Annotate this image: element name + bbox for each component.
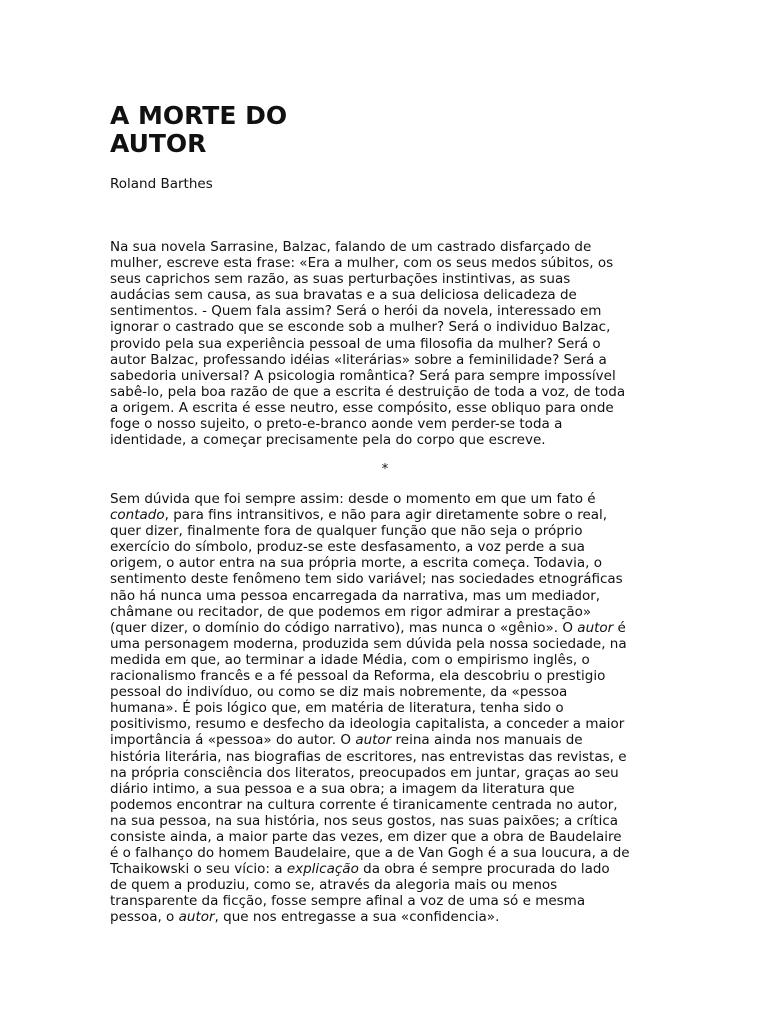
paragraph-line: seus caprichos sem razão, as suas perturbações instintivas, as suas xyxy=(110,271,571,288)
paragraph-line: sentimento deste fenômeno tem sido variável; nas sociedades etnográficas xyxy=(110,571,623,588)
paragraph-line: sabedoria universal? A psicologia romântica? Será para sempre impossível xyxy=(110,367,616,384)
paragraph-line: a origem. A escrita é esse neutro, esse compósito, esse obliquo para onde xyxy=(110,399,614,416)
paragraph-line: ignorar o castrado que se esconde sob a mulher? Será o individuo Balzac, xyxy=(110,319,611,336)
paragraph-line: de quem a produziu, como se, através da alegoria mais ou menos xyxy=(110,877,558,894)
paragraph-line: Tchaikowski o seu vício: a explicação da obra é sempre procurada do lado xyxy=(110,861,610,878)
title-line: A MORTE DO xyxy=(110,101,288,130)
paragraph-line: identidade, a começar precisamente pela do corpo que escreve. xyxy=(110,432,546,449)
paragraph-line: uma personagem moderna, produzida sem dúvida pela nossa sociedade, na xyxy=(110,635,627,652)
paragraph-line: na sua pessoa, na sua história, nos seus gostos, nas suas paixões; a crítica xyxy=(110,812,619,829)
paragraph-line: contado, para fins intransitivos, e não para agir diretamente sobre o real, xyxy=(110,507,608,524)
paragraph-line: pessoa, o autor, que nos entregasse a sua «confidencia». xyxy=(110,909,500,926)
paragraph-line: diário intimo, a sua pessoa e a sua obra; a imagem da literatura que xyxy=(110,780,575,797)
paragraph-line: não há nunca uma pessoa encarregada da narrativa, mas um mediador, xyxy=(110,587,601,604)
paragraph-1 xyxy=(110,239,660,448)
paragraph-line: importância á «pessoa» do autor. O autor reina ainda nos manuais de xyxy=(110,732,583,749)
paragraph-line: transparente da ficção, fosse sempre afinal a voz de uma só e mesma xyxy=(110,893,586,910)
paragraph-line: humana». É pois lógico que, em matéria de literatura, tenha sido o xyxy=(110,700,564,717)
paragraph-2 xyxy=(110,491,660,926)
paragraph-line: pessoal do indivíduo, ou como se diz mais nobremente, da «pessoa xyxy=(110,684,568,701)
paragraph-line: exercício do símbolo, produz-se este desfasamento, a voz perde a sua xyxy=(110,539,585,556)
paragraph-line: provido pela sua experiência pessoal de uma filosofia da mulher? Será o xyxy=(110,335,601,352)
paragraph-line: audácias sem causa, as sua bravatas e a sua deliciosa delicadeza de xyxy=(110,287,577,304)
title-line: AUTOR xyxy=(110,129,207,158)
paragraph-line: história literária, nas biografias de escritores, nas entrevistas das revistas, e xyxy=(110,748,627,765)
paragraph-line: sentimentos. - Quem fala assim? Será o herói da novela, interessado em xyxy=(110,303,602,320)
document-title xyxy=(110,102,650,158)
paragraph-line: consiste ainda, a maior parte das vezes, em dizer que a obra de Baudelaire xyxy=(110,828,622,845)
paragraph-line: (quer dizer, o domínio do código narrativo), mas nunca o «gênio». O autor é xyxy=(110,619,626,636)
paragraph-line: Sem dúvida que foi sempre assim: desde o momento em que um fato é xyxy=(110,491,596,507)
paragraph-line: origem, o autor entra na sua própria morte, a escrita começa. Todavia, o xyxy=(110,555,602,572)
paragraph-line: châmane ou recitador, de que podemos em rigor admirar a prestação» xyxy=(110,603,592,620)
paragraph-line: é o falhanço do homem Baudelaire, que a de Van Gogh é a sua loucura, a de xyxy=(110,845,630,862)
paragraph-line: racionalismo francês e a fé pessoal da Reforma, ela descobriu o prestigio xyxy=(110,668,606,685)
section-separator: * xyxy=(381,461,389,477)
author-name: Roland Barthes xyxy=(110,176,213,192)
paragraph-line: sabê-lo, pela boa razão de que a escrita é destruição de toda a voz, de toda xyxy=(110,383,626,400)
paragraph-line: autor Balzac, professando idéias «literárias» sobre a feminilidade? Será a xyxy=(110,351,607,368)
paragraph-line: na própria consciência dos literatos, preocupados em juntar, graças ao seu xyxy=(110,764,619,781)
paragraph-line: podemos encontrar na cultura corrente é tiranicamente centrada no autor, xyxy=(110,796,618,813)
paragraph-line: positivismo, resumo e desfecho da ideologia capitalista, a conceder a maior xyxy=(110,716,625,733)
paragraph-line: quer dizer, finalmente fora de qualquer função que não seja o próprio xyxy=(110,523,583,540)
paragraph-line: mulher, escreve esta frase: «Era a mulher, com os seus medos súbitos, os xyxy=(110,255,614,272)
paragraph-line: Na sua novela Sarrasine, Balzac, falando de um castrado disfarçado de xyxy=(110,239,592,255)
paragraph-line: foge o nosso sujeito, o preto-e-branco aonde vem perder-se toda a xyxy=(110,416,563,433)
paragraph-line: medida em que, ao terminar a idade Média, com o empirismo inglês, o xyxy=(110,651,590,668)
